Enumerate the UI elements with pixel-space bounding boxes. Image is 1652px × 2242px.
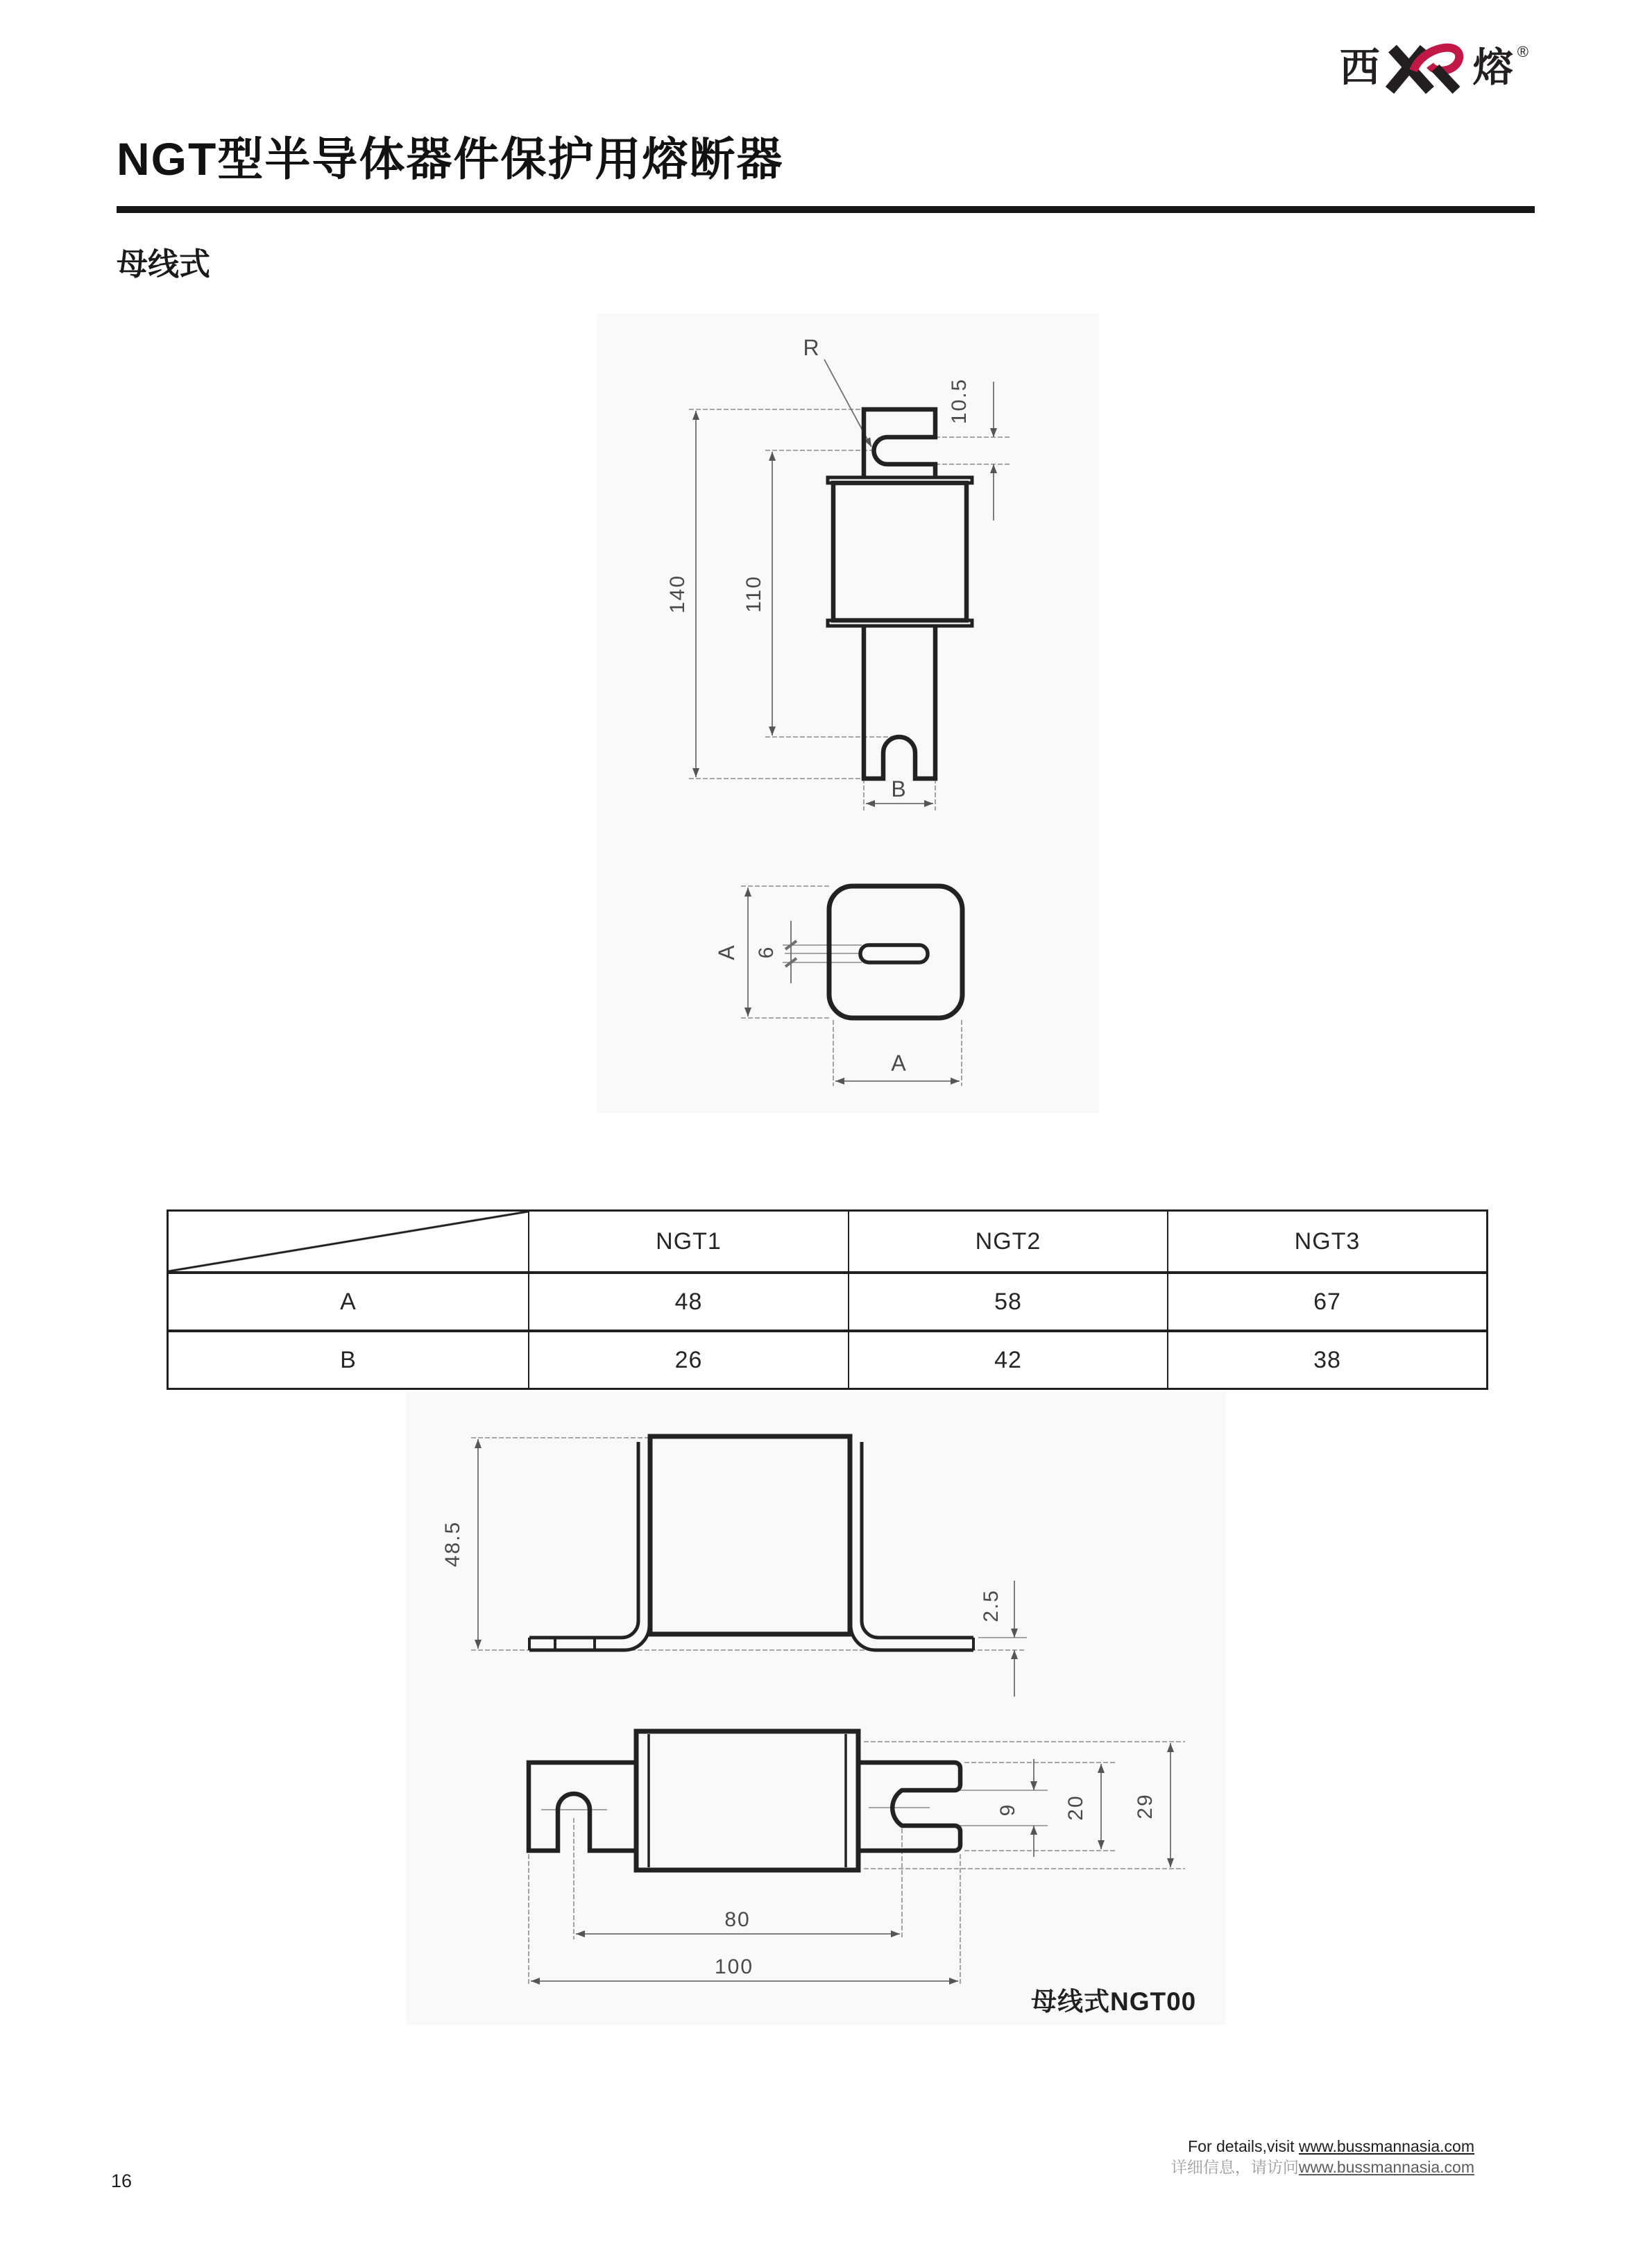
section-subtitle: 母线式 [117,246,211,282]
dim-label-a-bottom: A [891,1051,908,1076]
table-row [169,1271,1486,1330]
extension-lines [741,886,962,1086]
page-footer [1171,2136,1474,2177]
dimension-table [167,1209,1488,1390]
dim-label-140: 140 [666,574,689,614]
page-number: 16 [111,2171,133,2191]
row-label: B [340,1346,357,1373]
table-cell: 48 [528,1274,848,1330]
table-cell: 38 [1167,1332,1486,1388]
table-cell: 26 [528,1332,848,1388]
extension-lines [471,1438,1027,1650]
dim-label-9: 9 [996,1803,1019,1817]
registered-mark: ® [1517,43,1528,60]
title-underline [117,206,1535,213]
dim-label-20: 20 [1064,1794,1087,1821]
drawing-ngt00-view [513,1700,1214,2026]
table-col-ngt3: NGT3 [1167,1212,1486,1271]
drawing-bracket-view [416,1402,1055,1693]
footer-line-en [1171,2136,1474,2157]
logo-char-xi: 西 [1339,45,1380,90]
row-label: A [340,1288,357,1315]
table-cell: 42 [848,1332,1167,1388]
footer-url-cn[interactable]: www.bussmannasia.com [1298,2158,1474,2176]
logo-xr-mark-icon [1384,43,1469,94]
dim-label-b: B [891,776,908,801]
table-col-ngt2: NGT2 [848,1212,1167,1271]
dim-label-6: 6 [755,945,778,959]
dim-label-a-left: A [714,944,739,960]
table-col-ngt1: NGT1 [528,1212,848,1271]
brand-logo [1340,43,1528,94]
bracket-outline [529,1436,973,1650]
dim-label-48-5: 48.5 [441,1520,464,1568]
dim-label-radius: R [803,335,821,360]
dim-label-110: 110 [742,575,765,613]
drawing-caption-ngt00: 母线式NGT00 [1031,1987,1197,2016]
drawing-fuse-side-view [611,319,1082,847]
logo-char-rong: 熔 [1472,45,1513,90]
dimension-lines [748,888,960,1081]
dim-label-80: 80 [724,1908,751,1931]
dim-label-29: 29 [1134,1793,1157,1819]
dim-label-10-5: 10.5 [948,377,971,425]
dim-label-100: 100 [714,1955,754,1978]
fuse-outline [529,1731,960,1870]
footer-cn-text: 详细信息，请访问 [1170,2158,1299,2176]
footer-en-text: For details,visit [1188,2137,1299,2155]
footer-line-cn [1171,2157,1474,2177]
table-row [169,1330,1486,1388]
table-corner-cell [169,1212,528,1271]
dimension-lines [478,1439,1014,1697]
footer-url-en[interactable]: www.bussmannasia.com [1298,2137,1474,2155]
drawing-fuse-top-view [714,867,985,1103]
table-header-row [169,1212,1486,1271]
dimension-lines [531,1743,1170,1981]
dim-label-2-5: 2.5 [980,1589,1003,1622]
table-cell: 58 [848,1274,1167,1330]
page-title: NGT型半导体器件保护用熔断器 [117,133,784,185]
table-cell: 67 [1167,1274,1486,1330]
extension-lines [689,409,1010,810]
body-outline [829,886,962,1018]
